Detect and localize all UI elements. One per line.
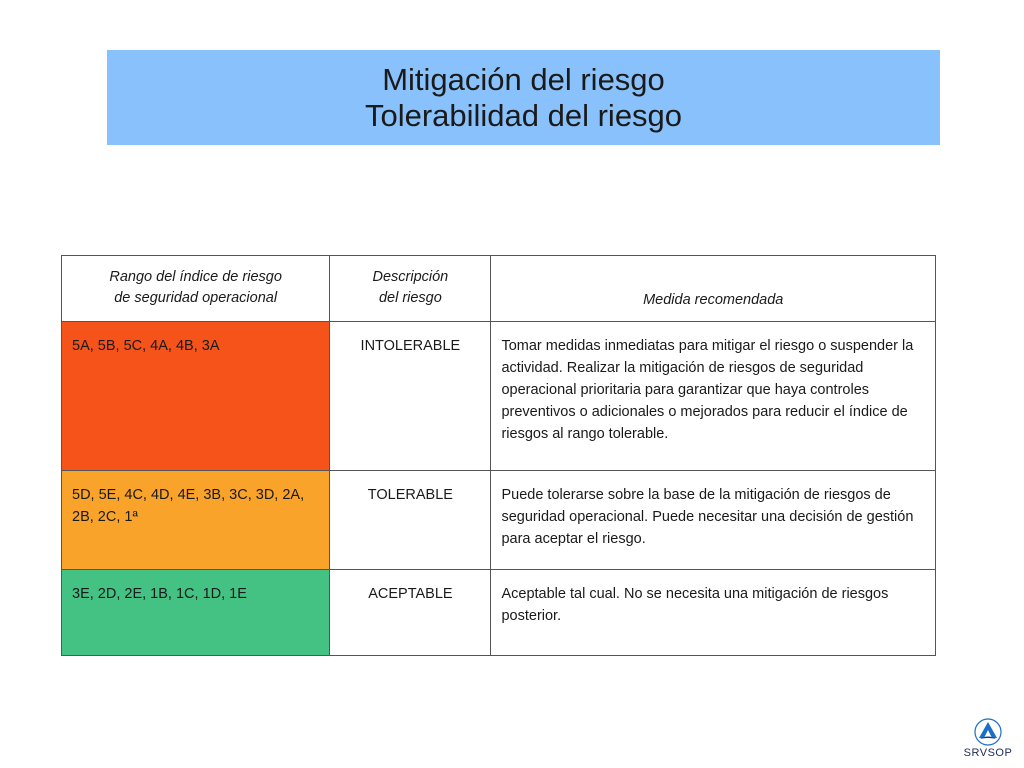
description-cell-aceptable: ACEPTABLE [330, 570, 491, 656]
measure-cell-intolerable: Tomar medidas inmediatas para mitigar el riesgo o suspender la actividad. Realizar la mitigación de riesgos de seguridad operacional prioritaria para garantizar que haya controles preventivos o adicionales o mejorados para reducir el índice de riesgos al rango tolerable. [491, 322, 936, 471]
srvsop-logo-text: SRVSOP [963, 747, 1013, 759]
title-line-2: Tolerabilidad del riesgo [364, 97, 683, 133]
table-row-intolerable [62, 322, 936, 471]
header-description [330, 256, 491, 322]
header-description-line-2: del riesgo [378, 290, 442, 306]
title-band [107, 50, 940, 145]
title-line-1: Mitigación del riesgo [382, 61, 665, 97]
header-description-line-1: Descripción [372, 269, 449, 285]
header-range [62, 256, 330, 322]
header-measure-label: Medida recomendada [643, 292, 784, 308]
header-range-line-2: de seguridad operacional [114, 290, 278, 306]
table-row-aceptable [62, 570, 936, 656]
srvsop-logo-icon [974, 718, 1002, 746]
measure-cell-aceptable: Aceptable tal cual. No se necesita una mitigación de riesgos posterior. [491, 570, 936, 656]
description-cell-tolerable: TOLERABLE [330, 471, 491, 570]
table-header-row [62, 256, 936, 322]
description-cell-intolerable: INTOLERABLE [330, 322, 491, 471]
header-range-line-1: Rango del índice de riesgo [109, 269, 282, 285]
range-cell-aceptable: 3E, 2D, 2E, 1B, 1C, 1D, 1E [62, 570, 330, 656]
range-cell-intolerable: 5A, 5B, 5C, 4A, 4B, 3A [62, 322, 330, 471]
srvsop-logo [958, 718, 1018, 764]
risk-tolerability-table [61, 255, 936, 656]
header-measure [491, 256, 936, 322]
table-row-tolerable [62, 471, 936, 570]
measure-cell-tolerable: Puede tolerarse sobre la base de la mitigación de riesgos de seguridad operacional. Puede necesitar una decisión de gestión para aceptar el riesgo. [491, 471, 936, 570]
range-cell-tolerable: 5D, 5E, 4C, 4D, 4E, 3B, 3C, 3D, 2A, 2B, 2C, 1ª [62, 471, 330, 570]
